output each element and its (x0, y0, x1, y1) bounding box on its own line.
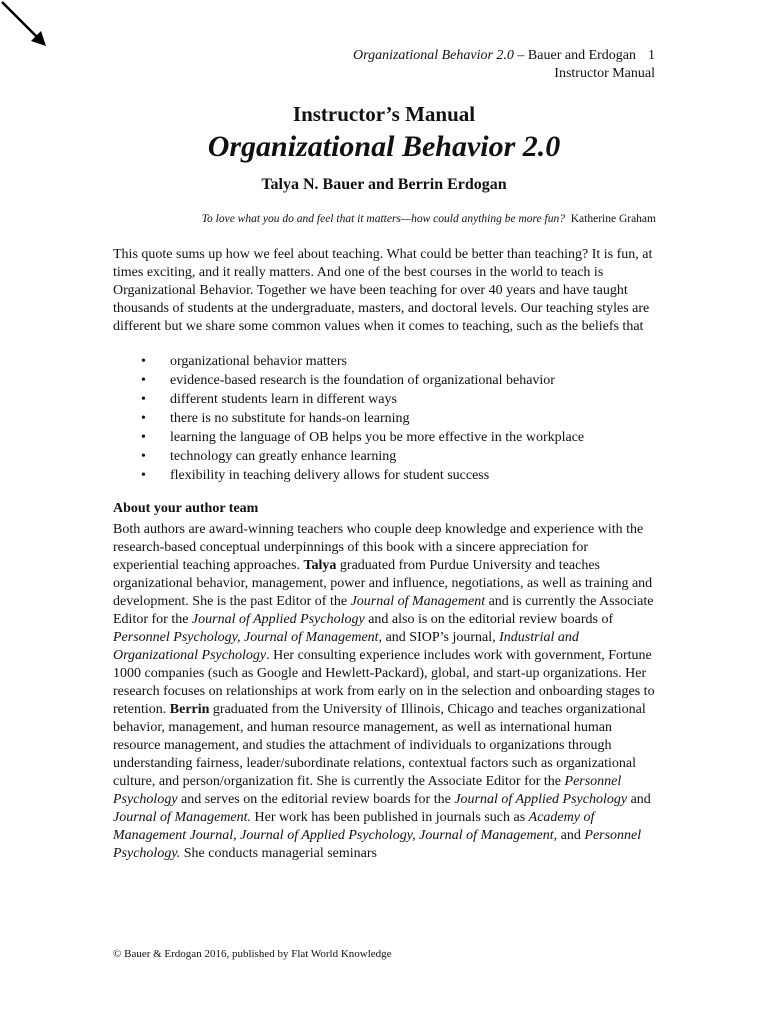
name-berrin: Berrin (169, 702, 210, 717)
body-content (113, 246, 656, 863)
header-separator: – (513, 48, 528, 63)
intro-paragraph: This quote sums up how we feel about teaching. What could be better than teaching? It is fun, at times exciting, and it really matters. And one of the best courses in the world to teach is Organizational Behavior. Together we have been teaching for over 40 years and have taught thousands of students at the undergraduate, masters, and doctoral levels. Our teaching styles are different but we share some common values when it comes to teaching, such as the beliefs that (113, 247, 653, 334)
section-heading: About your author team (113, 501, 259, 516)
epigraph (202, 212, 656, 226)
list-item: • organizational behavior matters (113, 352, 656, 371)
about-paragraph: Both authors are award-winning teachers who couple deep knowledge and experience with the research-based conceptual underpinnings of this book with a sincere appreciation for experiential teaching approaches. Talya graduated from Purdue University and teaches organizational behavior, management, power and influence, negotiations, as well as training and development. She is the past Editor of the Journal of Management and is currently the Associate Editor for the Journal of Applied Psychology and also is on the editorial review boards of Personnel Psychology, Journal of Management, and SIOP’s journal, Industrial and Organizational Psychology. Her consulting experience includes work with government, Fortune 1000 companies (such as Google and Hewlett-Packard), global, and start-up organizations. Her research focuses on relationships at work from early on in the selection and onboarding stages to retention. Berrin graduated from the University of Illinois, Chicago and teaches organizational behavior, management, and human resource management, as well as international human resource management, and studies the attachment of individuals to organizations through understanding fairness, leader/subordinate relations, contextual factors such as organizational culture, and person/organization fit. She is currently the Associate Editor for the Personnel Psychology and serves on the editorial review boards for the Journal of Applied Psychology and Journal of Management. Her work has been published in journals such as Academy of Management Journal, Journal of Applied Psychology, Journal of Management, and Personnel Psychology. She conducts managerial seminars (113, 522, 655, 861)
author-names: Talya N. Bauer and Berrin Erdogan (261, 176, 507, 193)
list-item: • there is no substitute for hands-on learning (113, 409, 656, 428)
corner-arrow-icon (0, 0, 60, 60)
running-header (353, 47, 655, 83)
beliefs-list (113, 352, 656, 485)
list-item: • evidence-based research is the foundation of organizational behavior (113, 371, 656, 390)
book-title: Organizational Behavior 2.0 (207, 130, 561, 163)
list-item: • different students learn in different ways (113, 390, 656, 409)
manual-title: Instructor’s Manual (292, 102, 476, 126)
list-item: • technology can greatly enhance learning (113, 447, 656, 466)
title-block (0, 101, 768, 195)
page-number: 1 (648, 48, 655, 63)
list-item: • learning the language of OB helps you be more effective in the workplace (113, 428, 656, 447)
header-authors: Bauer and Erdogan (527, 48, 636, 63)
header-book-title: Organizational Behavior 2.0 (353, 48, 514, 63)
header-doc-type: Instructor Manual (554, 66, 655, 81)
name-talya: Talya (303, 558, 337, 573)
copyright-footer: © Bauer & Erdogan 2016, published by Flat World Knowledge (113, 948, 392, 960)
quote-text: To love what you do and feel that it matters—how could anything be more fun? (201, 213, 565, 225)
quote-attribution: Katherine Graham (570, 213, 656, 225)
list-item: • flexibility in teaching delivery allows for student success (113, 466, 656, 485)
